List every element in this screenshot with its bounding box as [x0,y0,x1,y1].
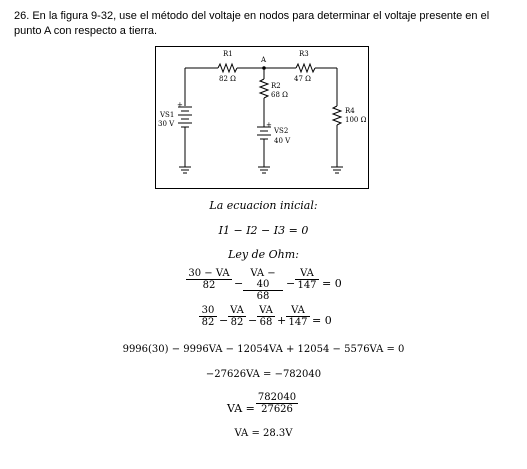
battery-vs1 [178,107,192,127]
resistor-r4 [333,106,341,125]
r2-value: 68 Ω [271,91,288,99]
r1-value: 82 Ω [219,75,236,83]
eq2-rhs: = 0 [312,314,332,327]
question-text: 26. En la figura 9-32, use el método del voltaje en nodos para determinar el voltaje presente en el punto A con respecto a tierra. [14,10,490,37]
vs2-value: 40 V [274,137,291,145]
circuit-diagram [155,46,369,189]
resistor-r3 [296,64,315,72]
r4-label: R4 [345,107,355,115]
ground-left-icon [179,167,191,173]
ground-right-icon [331,167,343,173]
eq1-term2: $\frac{VA - 40}{68}$ [243,268,283,302]
r4-value: 100 Ω [345,116,367,124]
initial-equation-label: La ecuacion inicial: [209,199,318,212]
r3-label: R3 [299,50,309,58]
r1-label: R1 [223,50,233,58]
vs2-label: VS2 [274,127,289,135]
node-a-label: A [261,56,267,64]
equation-4: −27626VA = −782040 [205,369,322,380]
eq1-term1: $\frac{30 - VA}{82}$ [186,268,232,291]
node-a-dot [262,66,266,70]
vs1-plus: + [177,101,183,109]
eq2-term4: $\frac{VA}{147}$ [286,305,310,328]
resistor-r2 [260,79,268,98]
eq5-fraction: $\frac{782040}{27626}$ [257,392,297,415]
resistor-r1 [218,64,237,72]
r3-value: 47 Ω [294,75,311,83]
vs1-label: VS1 [160,111,175,119]
eq1-rhs: = 0 [322,277,342,290]
ground-middle-icon [258,167,270,173]
final-result: VA = 28.3V [234,428,293,439]
eq1-term3: $\frac{VA}{147}$ [295,268,319,291]
eq2-term1: $\frac{30}{82}$ [199,305,217,328]
vs1-value: 30 V [158,120,175,128]
eq5-lhs: VA = [227,402,255,415]
initial-equation: I1 − I2 − I3 = 0 [218,224,309,237]
ohm-law-label: Ley de Ohm: [228,248,299,261]
r2-label: R2 [271,82,281,90]
equation-3: 9996(30) − 9996VA − 12054VA + 12054 − 5576VA = 0 [122,344,405,355]
eq2-term3: $\frac{VA}{68}$ [257,305,275,328]
vs2-plus: + [266,121,272,129]
eq2-term2: $\frac{VA}{82}$ [228,305,246,328]
